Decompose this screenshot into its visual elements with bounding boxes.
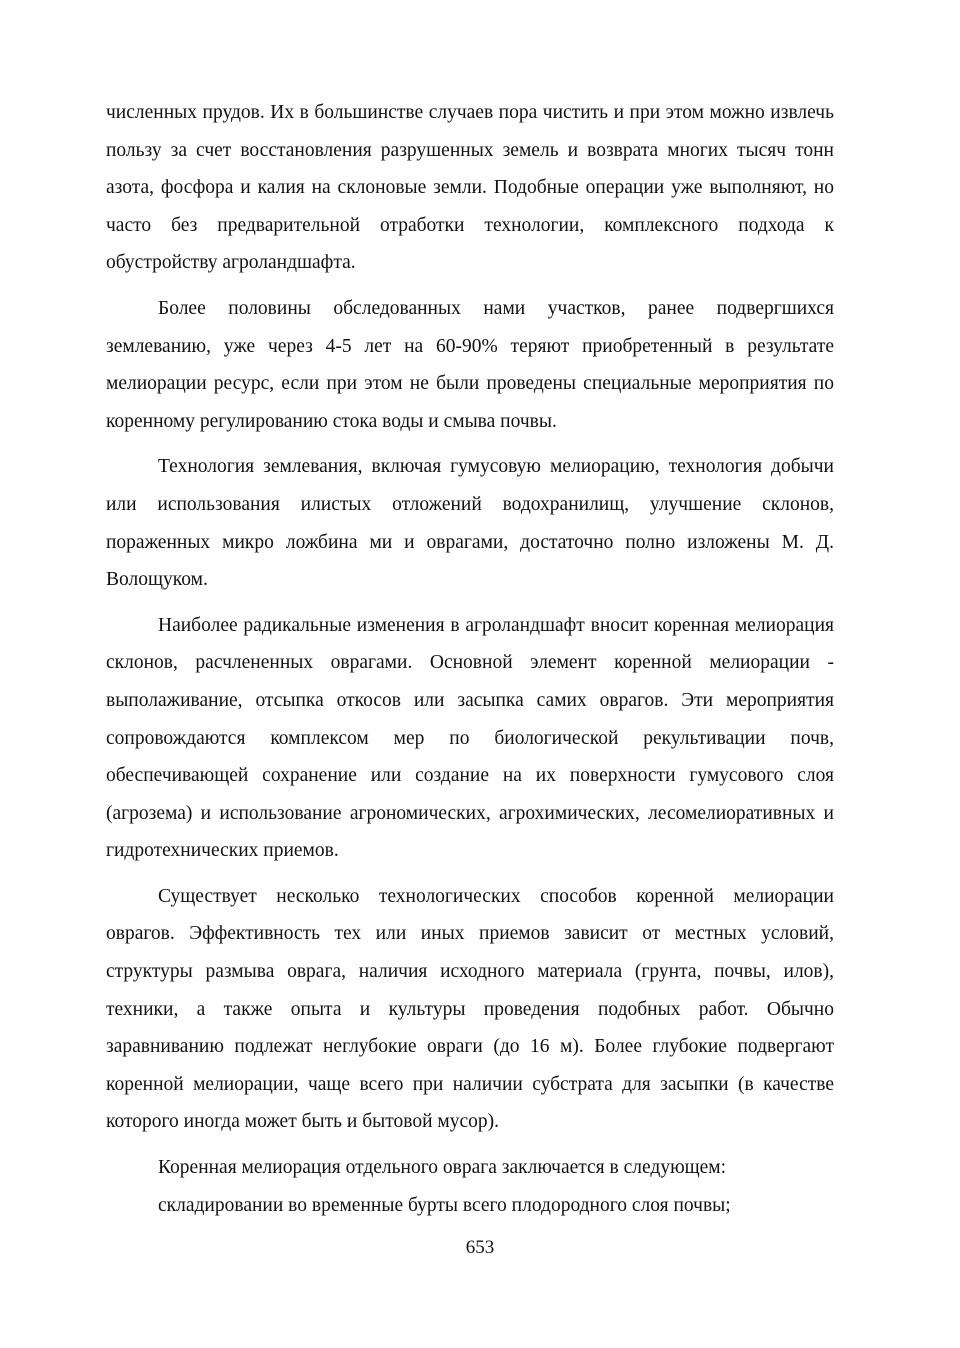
page-number: 653 (465, 1237, 495, 1258)
body-text (106, 94, 834, 1224)
paragraph-continuation: численных прудов. Их в большинстве случаев пора чистить и при этом можно извлечь пользу за счет восстановления разрушенных земель и возврата многих тысяч тонн азота, фосфора и калия на склоновые земли. Подобные операции уже выполняют, но часто без предварительной отработки технологии, комплексного подхода к обустройству агроландшафта. (106, 102, 834, 274)
paragraph-technological-methods: Существует несколько технологических способов коренной мелиорации оврагов. Эффективность тех или иных приемов зависит от местных условий, структуры размыва оврага, наличия исходного материала (грунта, почвы, илов), техники, а также опыта и культуры проведения подобных работ. Обычно заравниванию подлежат неглубокие овраги (до 16 м). Более глубокие подвергают коренной мелиорации, чаще всего при наличии субстрата для засыпки (в качестве которого иногда может быть и бытовой мусор). (106, 885, 834, 1133)
paragraph-zemlevanie-technology: Технология землевания, включая гумусовую мелиорацию, технология добычи или использования илистых отложений водохранилищ, улучшение склонов, пораженных микро ложбина ми и оврагами, достаточно полно изложены М. Д. Волощуком. (106, 456, 834, 591)
paragraph-ravine-reclamation-intro: Коренная мелиорация отдельного оврага заключается в следующем: (158, 1157, 727, 1179)
paragraph-land-reclamation-results: Более половины обследованных нами участков, ранее подвергшихся землеванию, уже через 4-5 лет на 60-90% теряют приобретенный в результате мелиорации ресурс, если при этом не были проведены специальные мероприятия по коренному регулированию стока воды и смыва почвы. (106, 297, 834, 432)
paragraph-list-item-storage: складировании во временные бурты всего плодородного слоя почвы; (158, 1194, 731, 1216)
paragraph-radical-changes: Наиболее радикальные изменения в агроландшафт вносит коренная мелиорация склонов, расчлененных оврагами. Основной элемент коренной мелиорации - выполаживание, отсыпка откосов или засыпка самих оврагов. Эти мероприятия сопровождаются комплексом мер по биологической рекультивации почв, обеспечивающей сохранение или создание на их поверхности гумусового слоя (агрозема) и использование агрономических, агрохимических, лесомелиоративных и гидротехнических приемов. (106, 614, 834, 862)
